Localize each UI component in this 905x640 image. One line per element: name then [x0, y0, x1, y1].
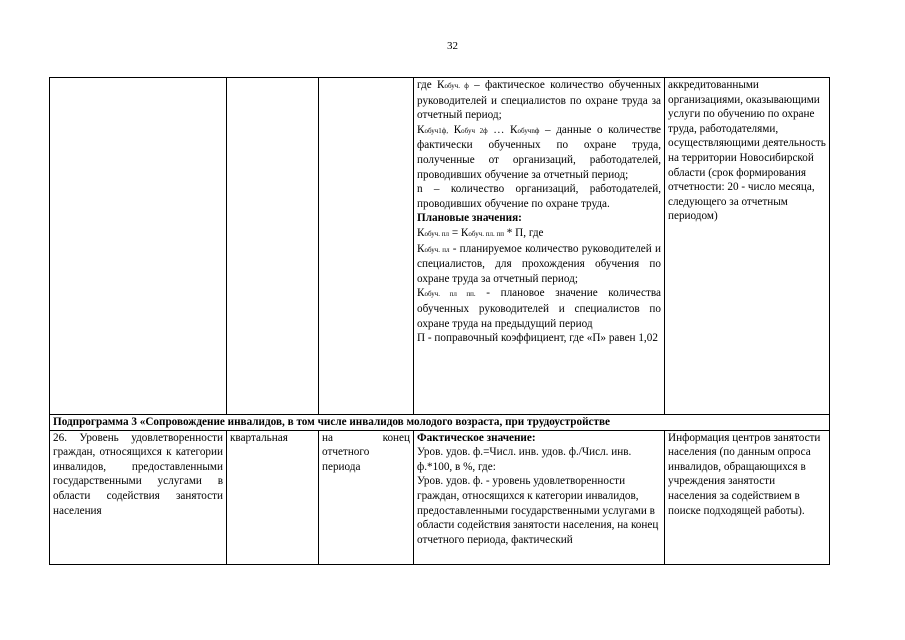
formula-line: n – количество организаций, работодателей, проводивших обучение по охране труда.	[417, 183, 661, 210]
timing-cell: на конец отчетного периода	[319, 430, 414, 564]
source-cell: Информация центров занятости населения (по данным опроса инвалидов, обращающихся в учреждения занятости населения за содействием в поиске подходящей работы).	[665, 430, 830, 564]
formula-line: Кобуч. пл = Кобуч. пл. пп * П, где	[417, 226, 544, 239]
timing-cell	[319, 78, 414, 415]
formula-line: Кобуч. пл - планируемое количество руководителей и специалистов, для прохождения обучения по охране труда за отчетный период;	[417, 242, 661, 285]
periodicity-cell	[227, 78, 319, 415]
periodicity-cell: квартальная	[227, 430, 319, 564]
formula-line: Кобуч. пл пп. - плановое значение количества обученных руководителей и специалистов по охране труда на предыдущий период	[417, 287, 661, 330]
table-row	[50, 430, 830, 564]
indicators-table	[49, 77, 830, 565]
formula-line: Кобуч1ф, Кобуч 2ф … Кобучnф – данные о количестве фактически обученных по охране труда, полученные от организаций, работодателей, проводивших обучение за отчетный период;	[417, 123, 661, 181]
planned-values-heading: Плановые значения:	[417, 212, 522, 225]
table-row	[50, 78, 830, 415]
formula-line: где Кобуч. ф – фактическое количество обученных руководителей и специалистов по охране труда за отчетный период;	[417, 79, 661, 122]
page-number: 32	[447, 40, 458, 52]
formula-cell	[414, 430, 665, 564]
indicator-cell: 26. Уровень удовлетворенности граждан, относящихся к категории инвалидов, предоставленными государственными услугами в области содействия занятости населения	[50, 430, 227, 564]
indicator-cell	[50, 78, 227, 415]
formula-line: Уров. удов. ф.=Числ. инв. удов. ф./Числ. инв. ф.*100, в %, где:	[417, 446, 632, 473]
section-header-row	[50, 415, 830, 431]
section-title: Подпрограмма 3 «Сопровождение инвалидов, в том числе инвалидов молодого возраста, при трудоустройстве	[50, 415, 830, 431]
formula-line: Уров. удов. ф. - уровень удовлетворенности граждан, относящихся к категории инвалидов, предоставленными государственными услугами в области содействия занятости населения, на конец отчетного периода, фактический	[417, 475, 659, 546]
formula-cell	[414, 78, 665, 415]
actual-value-heading: Фактическое значение:	[417, 431, 536, 444]
source-cell: аккредитованными организациями, оказывающими услуги по обучению по охране труда, работодателями, осуществляющими деятельность на территории Новосибирской области (срок формирования отчетности: 20 - число месяца, следующего за отчетным периодом)	[665, 78, 830, 415]
formula-line: П - поправочный коэффициент, где «П» равен 1,02	[417, 332, 658, 345]
